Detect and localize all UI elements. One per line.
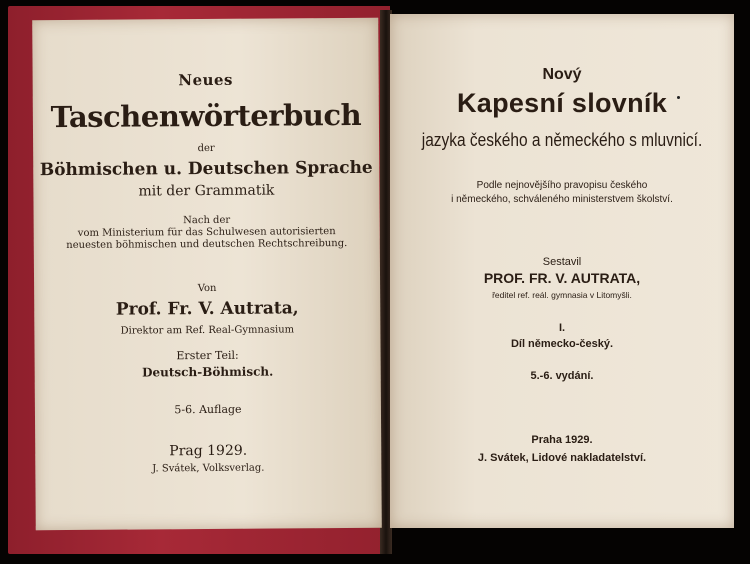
right-novy: Nový — [542, 66, 582, 83]
right-sestavil: Sestavil — [542, 256, 582, 268]
right-vydani: 5.-6. vydání. — [530, 370, 594, 382]
right-reditel: ředitel ref. reál. gymnasia v Litomyšli. — [492, 290, 632, 300]
left-mit: mit der Grammatik — [138, 182, 275, 200]
left-teil2: Deutsch-Böhmisch. — [142, 364, 274, 380]
right-podle2: i německého, schváleného ministerstvem školství. — [451, 194, 673, 205]
left-page — [32, 18, 382, 530]
left-auflage: 5-6. Auflage — [174, 402, 242, 417]
right-part-number: I. — [558, 322, 566, 334]
left-von: Von — [197, 282, 217, 295]
left-author: Prof. Fr. V. Autrata, — [115, 298, 299, 320]
left-subtitle: Böhmischen u. Deutschen Sprache — [39, 157, 373, 181]
right-author: PROF. FR. V. AUTRATA, — [483, 270, 641, 286]
ink-dot — [677, 96, 680, 99]
left-publisher: J. Svátek, Volksverlag. — [152, 462, 265, 475]
right-publisher: J. Svátek, Lidové nakladatelství. — [477, 452, 647, 464]
right-subtitle: jazyka českého a německého s mluvnicí. — [421, 130, 703, 150]
right-page — [390, 14, 734, 528]
right-title: Kapesní slovník — [456, 88, 668, 118]
right-praha: Praha 1929. — [531, 434, 593, 446]
right-dil: Díl německo-český. — [510, 338, 614, 350]
left-title: Taschenwörterbuch — [50, 97, 362, 135]
left-teil1: Erster Teil: — [176, 348, 239, 363]
left-neues: Neues — [178, 70, 234, 90]
left-nach: Nach der — [183, 214, 231, 227]
left-director: Direktor am Ref. Real-Gymnasium — [120, 324, 295, 337]
right-podle1: Podle nejnovějšího pravopisu českého — [476, 180, 648, 191]
left-prag: Prag 1929. — [169, 442, 248, 460]
left-vom2: neuesten böhmischen und deutschen Rechtschreibung. — [66, 238, 348, 251]
left-der: der — [197, 142, 215, 155]
left-vom1: vom Ministerium für das Schulwesen autorisierten — [77, 226, 336, 239]
